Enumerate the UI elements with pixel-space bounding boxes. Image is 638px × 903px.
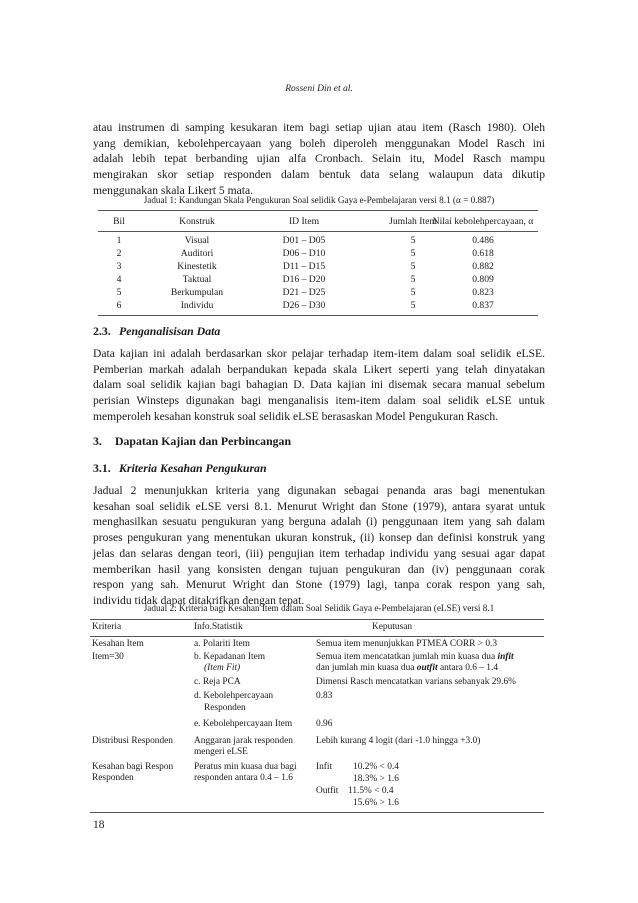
section-3-1-paragraph bbox=[93, 483, 545, 609]
result-text-emphasis: infit bbox=[497, 652, 514, 662]
table-rule bbox=[98, 231, 538, 232]
text-line: respon yang sah. Menurut Wright dan Stone (1979) lagi, tanpa corak respon yang sah, bbox=[93, 578, 545, 592]
section-title: Kriteria Kesahan Pengukuran bbox=[119, 461, 267, 475]
kriteria-item-count: Item=30 bbox=[92, 652, 124, 662]
table-row bbox=[98, 287, 538, 299]
table1-header-bil: Bil bbox=[113, 216, 125, 227]
table-row bbox=[98, 300, 538, 312]
intro-paragraph bbox=[93, 120, 545, 199]
table-row bbox=[98, 248, 538, 260]
table-cell: 0.809 bbox=[472, 274, 494, 285]
info-kebolehpercayaan-responden: d. Kebolehpercayaan bbox=[194, 691, 274, 701]
section-title: Penganalisisan Data bbox=[119, 324, 221, 338]
table-rule bbox=[90, 636, 544, 637]
section-2-3-paragraph bbox=[93, 346, 545, 425]
text-line: memperoleh kesahan konstruk soal selidik eLSE berasaskan Model Pengukuran Rasch. bbox=[93, 409, 499, 423]
kriteria-kesahan-respon: Kesahan bagi Respon bbox=[92, 762, 174, 772]
table1-header-id-item: ID Item bbox=[288, 216, 320, 227]
result-outfit-label: Outfit bbox=[316, 786, 339, 796]
text-line: atau instrumen di samping kesukaran item bagi setiap ujian atau item (Rasch 1980). Oleh bbox=[93, 121, 545, 134]
table-cell: 0.823 bbox=[472, 287, 494, 298]
table-cell: Auditori bbox=[180, 248, 214, 259]
result-distribusi: Lebih kurang 4 logit (dari -1.0 hingga +3.0) bbox=[316, 736, 481, 746]
table-cell: 1 bbox=[116, 235, 122, 246]
table2-header-kriteria: Kriteria bbox=[92, 622, 122, 632]
result-polariti: Semua item menunjukkan PTMEA CORR > 0.3 bbox=[316, 639, 498, 649]
table2-header-keputusan: Keputusan bbox=[372, 622, 413, 632]
table-cell: 5 bbox=[410, 235, 416, 246]
info-kebolehpercayaan-item: e. Kebolehpercayaan Item bbox=[194, 719, 293, 729]
result-text-emphasis: outfit bbox=[416, 663, 438, 673]
kriteria-kesahan-respon-sub: Responden bbox=[92, 773, 134, 783]
text-line: yang demikian, kebolehpercayaan yang boleh diperoleh menggunakan Model Rasch ini bbox=[93, 136, 545, 150]
result-infit-1: 10.2% < 0.4 bbox=[353, 762, 399, 772]
info-kepadanan-sub: (Item Fit) bbox=[204, 663, 241, 673]
text-line: perisian Winsteps digunakan bagi menganalisis item-item dalam soal selidik eLSE untuk bbox=[93, 394, 545, 408]
text-line: kesahan soal selidik eLSE versi 8.1. Menurut Wright dan Stone (1979), antara syarat untuk bbox=[93, 499, 545, 513]
result-reja-pca: Dimensi Rasch mencatatkan varians sebanyak 29.6% bbox=[316, 677, 516, 687]
text-line: menghasilkan sesuatu pengukuran yang berguna adalah (i) penggunaan item yang sah dalam bbox=[93, 515, 545, 529]
table1-header-konstruk: Konstruk bbox=[179, 216, 215, 227]
table-cell: 0.882 bbox=[472, 261, 494, 272]
result-kebolehpercayaan-item: 0.96 bbox=[316, 719, 333, 729]
table-cell: D11 – D15 bbox=[282, 261, 326, 272]
page-number: 18 bbox=[93, 819, 105, 831]
text-line: jelas dan selaras dengan teori, (iii) pengujian item terhadap individu yang sesuai agar dapat bbox=[93, 546, 545, 560]
info-kepadanan: b. Kepadanan Item bbox=[194, 652, 266, 662]
text-line: proses pengukuran yang menentukan ukuran konstruk, (ii) konsep dan definisi konstruk yang bbox=[93, 531, 545, 545]
table-cell: 4 bbox=[116, 274, 122, 285]
section-number: 3. bbox=[93, 434, 102, 448]
text-line: Jadual 2 menunjukkan kriteria yang digunakan sebagai penanda aras bagi menentukan bbox=[93, 484, 545, 497]
kriteria-distribusi: Distribusi Responden bbox=[92, 736, 173, 746]
info-distribusi-sub: mengeri eLSE bbox=[194, 747, 248, 757]
section-heading-2-3 bbox=[93, 324, 220, 339]
table-rule bbox=[90, 812, 544, 813]
table-cell: D21 – D25 bbox=[282, 287, 326, 298]
table-cell: Taktual bbox=[182, 274, 212, 285]
section-heading-3-1 bbox=[93, 461, 267, 476]
info-kesahan-respon: Peratus min kuasa dua bagi bbox=[194, 762, 297, 772]
table1-header-nilai: Nilai kebolehpercayaan, α bbox=[432, 216, 534, 227]
table1-caption: Jadual 1: Kandungan Skala Pengukuran Soal selidik Gaya e-Pembelajaran versi 8.1 (α = 0.887) bbox=[143, 195, 495, 205]
table-cell: D16 – D20 bbox=[282, 274, 326, 285]
info-polariti: a. Polariti Item bbox=[194, 639, 250, 649]
info-kebolehpercayaan-responden-sub: Responden bbox=[204, 703, 246, 713]
table-cell: 0.618 bbox=[472, 248, 494, 259]
text-line: Pemberian markah adalah berpandukan kepada skala Likert seperti yang telah dinyatakan bbox=[93, 362, 545, 376]
table2-caption: Jadual 2: Kriteria bagi Kesahan Item dalam Soal Selidik Gaya e-Pembelajaran (eLSE) versi 8.1 bbox=[143, 603, 495, 613]
running-head: Rosseni Din et al. bbox=[285, 84, 353, 94]
result-infit-label: Infit bbox=[316, 762, 333, 772]
table-cell: D26 – D30 bbox=[282, 300, 326, 311]
table-rule bbox=[98, 210, 538, 211]
text-line: memberikan hasil yang konsisten dengan tujuan pengukuran dan (iv) penggunaan corak bbox=[93, 562, 545, 576]
result-text: antara 0.6 – 1.4 bbox=[437, 663, 499, 673]
table-rule bbox=[98, 315, 538, 316]
table-cell: 5 bbox=[410, 274, 416, 285]
table-cell: 2 bbox=[116, 248, 122, 259]
table-row bbox=[98, 235, 538, 247]
info-reja-pca: c. Reja PCA bbox=[194, 677, 241, 687]
table-cell: D01 – D05 bbox=[282, 235, 326, 246]
info-distribusi: Anggaran jarak responden bbox=[194, 736, 293, 746]
table-rule bbox=[90, 619, 544, 620]
result-kebolehpercayaan-responden: 0.83 bbox=[316, 691, 333, 701]
result-text: dan jumlah min kuasa dua bbox=[316, 663, 417, 673]
text-line: mengirakan skor setiap responden dalam bentuk data selang walaupun data dikutip bbox=[93, 168, 545, 182]
section-heading-3 bbox=[93, 434, 291, 449]
table-cell: 3 bbox=[116, 261, 122, 272]
table-cell: 0.486 bbox=[472, 235, 494, 246]
result-text: Semua item mencatatkan jumlah min kuasa dua bbox=[316, 652, 498, 662]
table-row bbox=[98, 274, 538, 286]
table-cell: 5 bbox=[116, 287, 122, 298]
table-cell: Kinestetik bbox=[177, 261, 217, 272]
section-number: 2.3. bbox=[93, 324, 111, 338]
text-line: adalah lebih tepat berbanding ujian alfa Cronbach. Selain itu, Model Rasch mampu bbox=[93, 152, 545, 166]
table-cell: Visual bbox=[184, 235, 210, 246]
text-line: dalam soal selidik kajian bagi bahagian D. Data kajian ini disemak secara manual sebelum bbox=[93, 378, 545, 392]
text-line: menggunakan skala Likert 5 mata. bbox=[93, 183, 254, 197]
table1-header-row bbox=[98, 216, 538, 228]
text-line: individu tidak dapat ditakrifkan dengan tepat. bbox=[93, 593, 305, 607]
table-cell: 0.837 bbox=[472, 300, 494, 311]
table2-header-info: Info.Statistik bbox=[194, 622, 243, 632]
table-cell: Individu bbox=[180, 300, 214, 311]
section-title: Dapatan Kajian dan Perbincangan bbox=[115, 434, 292, 448]
result-outfit-2: 15.6% > 1.6 bbox=[353, 798, 399, 808]
result-kepadanan-line2 bbox=[316, 663, 498, 674]
table-cell: 5 bbox=[410, 300, 416, 311]
table-cell: D06 – D10 bbox=[282, 248, 326, 259]
table-cell: 5 bbox=[410, 261, 416, 272]
table-cell: Berkumpulan bbox=[170, 287, 224, 298]
table-cell: 6 bbox=[116, 300, 122, 311]
result-kepadanan-line1 bbox=[316, 652, 514, 663]
result-outfit-1: 11.5% < 0.4 bbox=[348, 786, 394, 796]
table1-header-jumlah-item: Jumlah Item bbox=[389, 216, 437, 227]
info-kesahan-respon-sub: responden antara 0.4 – 1.6 bbox=[194, 773, 293, 783]
section-number: 3.1. bbox=[93, 461, 111, 475]
table-cell: 5 bbox=[410, 248, 416, 259]
kriteria-kesahan-item: Kesahan Item bbox=[92, 639, 144, 649]
result-infit-2: 18.3% > 1.6 bbox=[353, 774, 399, 784]
table-row bbox=[98, 261, 538, 273]
table-cell: 5 bbox=[410, 287, 416, 298]
text-line: Data kajian ini adalah berdasarkan skor pelajar terhadap item-item dalam soal selidik eLSE. bbox=[93, 347, 545, 360]
